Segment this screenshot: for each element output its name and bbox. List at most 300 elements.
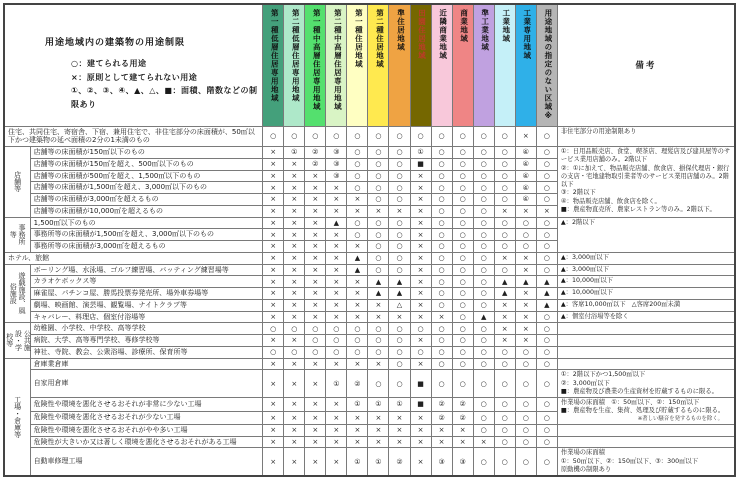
use-cell-r5-c11: ○: [473, 182, 494, 194]
district-header-5: [347, 4, 368, 126]
use-cell-r19-c2: ○: [284, 346, 305, 358]
use-cell-r17-c2: ○: [284, 323, 305, 335]
use-cell-r16-c6: ×: [368, 311, 389, 323]
use-cell-r6-c11: ○: [473, 194, 494, 206]
use-cell-r22-c14: ○: [536, 398, 557, 411]
use-cell-r25-c3: ×: [305, 436, 326, 448]
page-title: 用途地域内の建築物の用途制限: [45, 38, 186, 48]
use-cell-r23-c6: ×: [368, 411, 389, 424]
use-cell-r22-c7: ①: [389, 398, 410, 411]
use-cell-r1-c1: ○: [263, 126, 284, 147]
use-cell-r12-c1: ×: [263, 264, 284, 276]
remark-line: 非住宅部分の用途制限あり: [560, 127, 637, 135]
use-cell-r11-c9: ○: [431, 252, 452, 264]
district-name: 近隣商業地域: [438, 9, 448, 60]
use-cell-r26-c5: ①: [347, 448, 368, 476]
use-cell-r11-c6: ○: [368, 252, 389, 264]
use-cell-r7-c13: ×: [515, 205, 536, 217]
use-cell-r17-c6: ○: [368, 323, 389, 335]
use-cell-r12-c7: ○: [389, 264, 410, 276]
remark-line: ②：3,000㎡以下: [560, 379, 610, 387]
use-cell-r20-c2: ×: [284, 358, 305, 370]
use-cell-r7-c8: ×: [410, 205, 431, 217]
use-cell-r26-c6: ①: [368, 448, 389, 476]
use-cell-r2-c5: ○: [347, 147, 368, 159]
use-cell-r11-c2: ×: [284, 252, 305, 264]
use-cell-r25-c9: ×: [431, 436, 452, 448]
use-cell-r11-c12: ×: [494, 252, 515, 264]
use-cell-r1-c9: ○: [431, 126, 452, 147]
use-cell-r9-c1: ×: [263, 229, 284, 241]
use-cell-r7-c7: ×: [389, 205, 410, 217]
use-cell-r6-c8: ×: [410, 194, 431, 206]
use-cell-r19-c13: ○: [515, 346, 536, 358]
row-label: 自動車修理工場: [30, 448, 263, 476]
use-cell-r9-c10: ○: [452, 229, 473, 241]
remark-line: ▲：3,000㎡以下: [560, 253, 609, 261]
use-cell-r8-c9: ○: [431, 217, 452, 229]
use-cell-r10-c1: ×: [263, 241, 284, 253]
district-header-7: [389, 4, 410, 126]
use-cell-r16-c11: ▲: [473, 311, 494, 323]
use-cell-r13-c13: ▲: [515, 276, 536, 288]
use-cell-r4-c3: ×: [305, 170, 326, 182]
use-cell-r6-c10: ○: [452, 194, 473, 206]
use-cell-r22-c8: ■: [410, 398, 431, 411]
use-cell-r21-c2: ×: [284, 370, 305, 398]
use-cell-r5-c12: ○: [494, 182, 515, 194]
use-cell-r10-c5: ×: [347, 241, 368, 253]
use-cell-r6-c12: ○: [494, 194, 515, 206]
use-cell-r9-c8: ×: [410, 229, 431, 241]
use-cell-r10-c12: ○: [494, 241, 515, 253]
use-cell-r11-c13: ×: [515, 252, 536, 264]
use-cell-r21-c6: ○: [368, 370, 389, 398]
use-cell-r13-c11: ○: [473, 276, 494, 288]
remark-line: ■：農産物直売所、農家レストラン等のみ。2階以下。: [560, 206, 716, 214]
use-cell-r5-c7: ○: [389, 182, 410, 194]
use-cell-r21-c8: ■: [410, 370, 431, 398]
use-cell-r11-c7: ○: [389, 252, 410, 264]
use-cell-r13-c4: ×: [326, 276, 347, 288]
use-cell-r5-c9: ○: [431, 182, 452, 194]
use-cell-r24-c11: ○: [473, 424, 494, 436]
use-cell-r23-c11: ○: [473, 411, 494, 424]
use-cell-r2-c10: ○: [452, 147, 473, 159]
use-cell-r23-c8: ×: [410, 411, 431, 424]
use-cell-r10-c14: ○: [536, 241, 557, 253]
use-cell-r20-c10: ○: [452, 358, 473, 370]
use-cell-r23-c7: ×: [389, 411, 410, 424]
row-label: 店舗等の床面積が150㎡以下のもの: [30, 147, 263, 159]
use-cell-r15-c8: ×: [410, 299, 431, 311]
use-cell-r2-c9: ○: [431, 147, 452, 159]
row-label: 1,500㎡以下のもの: [30, 217, 263, 229]
use-cell-r1-c13: ×: [515, 126, 536, 147]
use-cell-r17-c11: ○: [473, 323, 494, 335]
use-cell-r3-c7: ○: [389, 158, 410, 170]
district-name: 用途地域の指定のない区域※: [543, 9, 553, 121]
use-cell-r26-c10: ③: [452, 448, 473, 476]
group-label: 工場・倉庫等: [13, 395, 22, 438]
use-cell-r24-c3: ×: [305, 424, 326, 436]
use-cell-r24-c4: ×: [326, 424, 347, 436]
use-cell-r3-c10: ○: [452, 158, 473, 170]
use-cell-r21-c5: ②: [347, 370, 368, 398]
use-cell-r8-c14: ○: [536, 217, 557, 229]
use-cell-r7-c10: ○: [452, 205, 473, 217]
use-cell-r14-c2: ×: [284, 288, 305, 300]
remark-cell: [557, 398, 735, 425]
use-cell-r13-c9: ○: [431, 276, 452, 288]
use-cell-r5-c14: ○: [536, 182, 557, 194]
use-cell-r15-c6: ×: [368, 299, 389, 311]
use-cell-r25-c6: ×: [368, 436, 389, 448]
remark-line: ▲：10,000㎡以下: [560, 277, 613, 285]
remark-line: ①：2階以下かつ1,500㎡以下: [560, 371, 646, 379]
use-cell-r20-c4: ×: [326, 358, 347, 370]
use-cell-r26-c4: ×: [326, 448, 347, 476]
use-cell-r7-c6: ×: [368, 205, 389, 217]
use-cell-r17-c10: ○: [452, 323, 473, 335]
use-cell-r26-c2: ×: [284, 448, 305, 476]
use-cell-r10-c3: ×: [305, 241, 326, 253]
use-cell-r16-c12: ×: [494, 311, 515, 323]
use-cell-r22-c5: ①: [347, 398, 368, 411]
use-cell-r11-c4: ×: [326, 252, 347, 264]
use-cell-r21-c12: ○: [494, 370, 515, 398]
use-cell-r18-c3: ○: [305, 335, 326, 347]
group-label: 遊戯施設、風俗施設: [9, 272, 27, 315]
district-header-13: [515, 4, 536, 126]
remark-cell: [557, 252, 735, 264]
row-label: 麻雀屋、パチンコ屋、勝馬投票券発売所、場外車券場等: [30, 288, 263, 300]
use-cell-r26-c12: ○: [494, 448, 515, 476]
use-cell-r2-c7: ○: [389, 147, 410, 159]
district-header-12: [494, 4, 515, 126]
use-cell-r4-c14: ○: [536, 170, 557, 182]
use-cell-r18-c6: ○: [368, 335, 389, 347]
use-cell-r4-c8: ×: [410, 170, 431, 182]
use-cell-r9-c5: ○: [347, 229, 368, 241]
use-cell-r12-c8: ×: [410, 264, 431, 276]
use-cell-r26-c13: ○: [515, 448, 536, 476]
use-cell-r4-c1: ×: [263, 170, 284, 182]
use-cell-r10-c11: ○: [473, 241, 494, 253]
use-cell-r20-c14: ○: [536, 358, 557, 370]
table-row: [4, 398, 735, 411]
use-cell-r13-c12: ▲: [494, 276, 515, 288]
use-cell-r6-c1: ×: [263, 194, 284, 206]
use-cell-r1-c7: ○: [389, 126, 410, 147]
table-row: [4, 346, 735, 358]
use-cell-r18-c12: ×: [494, 335, 515, 347]
use-cell-r12-c3: ×: [305, 264, 326, 276]
use-cell-r22-c2: ×: [284, 398, 305, 411]
use-cell-r8-c11: ○: [473, 217, 494, 229]
use-cell-r25-c11: ×: [473, 436, 494, 448]
use-cell-r9-c7: ○: [389, 229, 410, 241]
use-cell-r15-c4: ×: [326, 299, 347, 311]
use-cell-r21-c9: ○: [431, 370, 452, 398]
use-cell-r24-c10: ×: [452, 424, 473, 436]
use-cell-r16-c7: ×: [389, 311, 410, 323]
table-row: [4, 358, 735, 370]
use-cell-r1-c2: ○: [284, 126, 305, 147]
use-cell-r23-c10: ②: [452, 411, 473, 424]
remark-line: 作業場の床面積: [560, 449, 605, 457]
use-cell-r25-c10: ×: [452, 436, 473, 448]
remark-line: ■：農産物及び農業の生産資材を貯蔵するものに限る。: [560, 387, 718, 395]
use-cell-r16-c2: ×: [284, 311, 305, 323]
district-name: 第一種住居地域: [354, 9, 364, 69]
use-cell-r14-c1: ×: [263, 288, 284, 300]
use-cell-r9-c6: ○: [368, 229, 389, 241]
group-cell: [4, 217, 30, 252]
remark-line: ▲：10,000㎡以下: [560, 289, 613, 296]
legend-line-restricted: ①、②、③、④、▲、△、■：面積、階数などの制限あり: [71, 86, 258, 109]
header-row: [4, 4, 735, 126]
use-cell-r8-c2: ×: [284, 217, 305, 229]
district-name: 商業地域: [459, 9, 469, 43]
district-header-2: [284, 4, 305, 126]
district-header-8: [410, 4, 431, 126]
district-header-14: [536, 4, 557, 126]
remark-line: ▲：3,000㎡以下: [560, 265, 609, 273]
use-cell-r26-c3: ×: [305, 448, 326, 476]
use-cell-r14-c11: ○: [473, 288, 494, 300]
use-cell-r14-c4: ×: [326, 288, 347, 300]
row-label: 店舗等の床面積が3,000㎡を超えるもの: [30, 194, 263, 206]
row-label: 店舗等の床面積が500㎡を超え、1,500㎡以下のもの: [30, 170, 263, 182]
table-row: [4, 217, 735, 229]
remark-line: ▲：個室付浴場等を除く: [560, 312, 629, 320]
remark-cell: [557, 147, 735, 218]
use-cell-r16-c5: ×: [347, 311, 368, 323]
use-cell-r14-c7: ▲: [389, 288, 410, 300]
use-cell-r25-c1: ×: [263, 436, 284, 448]
use-cell-r8-c7: ○: [389, 217, 410, 229]
use-cell-r4-c13: ④: [515, 170, 536, 182]
district-name: 第二種中高層住居専用地域: [333, 9, 343, 111]
use-cell-r10-c4: ×: [326, 241, 347, 253]
use-cell-r19-c11: ○: [473, 346, 494, 358]
use-cell-r8-c6: ○: [368, 217, 389, 229]
use-cell-r19-c3: ○: [305, 346, 326, 358]
remark-line: ①：日用品販売店、食堂、喫茶店、理髪店及び建具屋等のサービス業用店舗のみ。2階以下: [560, 148, 731, 164]
table-row: [4, 264, 735, 276]
table-row: [4, 299, 735, 311]
use-cell-r18-c9: ○: [431, 335, 452, 347]
remark-line: 作業場の床面積 ①：50㎡以下、②：150㎡以下: [560, 399, 700, 407]
use-cell-r22-c13: ○: [515, 398, 536, 411]
district-name: 工業地域: [501, 9, 511, 43]
use-cell-r15-c1: ×: [263, 299, 284, 311]
use-cell-r15-c12: ×: [494, 299, 515, 311]
group-cell: [4, 264, 30, 323]
use-cell-r8-c5: ○: [347, 217, 368, 229]
table-row: [4, 335, 735, 347]
use-cell-r5-c10: ○: [452, 182, 473, 194]
use-cell-r24-c9: ×: [431, 424, 452, 436]
use-cell-r6-c13: ④: [515, 194, 536, 206]
use-cell-r21-c4: ①: [326, 370, 347, 398]
use-cell-r6-c2: ×: [284, 194, 305, 206]
use-cell-r19-c7: ○: [389, 346, 410, 358]
use-cell-r4-c12: ○: [494, 170, 515, 182]
table-row: [4, 276, 735, 288]
use-cell-r3-c14: ○: [536, 158, 557, 170]
use-cell-r14-c8: ×: [410, 288, 431, 300]
use-cell-r14-c14: ▲: [536, 288, 557, 300]
group-label: 公共施設・学校等: [5, 329, 32, 351]
use-cell-r2-c4: ③: [326, 147, 347, 159]
use-cell-r26-c14: ○: [536, 448, 557, 476]
remark-line: ▲：2階以下: [560, 218, 595, 226]
use-cell-r5-c13: ④: [515, 182, 536, 194]
row-label: 事務所等の床面積が3,000㎡を超えるもの: [30, 241, 263, 253]
table-row: [4, 126, 735, 147]
use-cell-r15-c2: ×: [284, 299, 305, 311]
use-cell-r6-c6: ○: [368, 194, 389, 206]
use-cell-r2-c2: ①: [284, 147, 305, 159]
use-cell-r9-c11: ○: [473, 229, 494, 241]
group-label: 店舗等: [13, 171, 22, 193]
use-cell-r20-c7: ○: [389, 358, 410, 370]
use-cell-r20-c3: ×: [305, 358, 326, 370]
use-cell-r23-c14: ○: [536, 411, 557, 424]
remark-line: ④：物品販売店舗、飲食店を除く。: [560, 197, 661, 205]
remark-cell: [557, 276, 735, 288]
use-cell-r9-c12: ○: [494, 229, 515, 241]
use-cell-r15-c9: ○: [431, 299, 452, 311]
use-cell-r10-c8: ×: [410, 241, 431, 253]
use-cell-r23-c3: ×: [305, 411, 326, 424]
table-row: [4, 424, 735, 436]
use-cell-r25-c8: ×: [410, 436, 431, 448]
row-label: 店舗等の床面積が1,500㎡を超え、3,000㎡以下のもの: [30, 182, 263, 194]
group-cell: [4, 358, 30, 476]
use-cell-r18-c11: ○: [473, 335, 494, 347]
remark-cell: [557, 436, 735, 448]
use-cell-r3-c5: ○: [347, 158, 368, 170]
use-cell-r19-c8: ○: [410, 346, 431, 358]
use-cell-r7-c11: ○: [473, 205, 494, 217]
use-cell-r3-c2: ×: [284, 158, 305, 170]
use-cell-r16-c8: ×: [410, 311, 431, 323]
use-cell-r5-c8: ×: [410, 182, 431, 194]
remark-cell: [557, 299, 735, 311]
table-row: [4, 311, 735, 323]
use-cell-r21-c1: ×: [263, 370, 284, 398]
use-cell-r16-c13: ×: [515, 311, 536, 323]
group-cell: [4, 147, 30, 218]
use-cell-r13-c8: ×: [410, 276, 431, 288]
use-cell-r25-c12: ○: [494, 436, 515, 448]
district-header-6: [368, 4, 389, 126]
use-cell-r22-c9: ②: [431, 398, 452, 411]
use-cell-r13-c5: ×: [347, 276, 368, 288]
use-cell-r8-c13: ○: [515, 217, 536, 229]
district-header-9: [431, 4, 452, 126]
use-cell-r16-c3: ×: [305, 311, 326, 323]
use-cell-r18-c2: ×: [284, 335, 305, 347]
table-row: [4, 252, 735, 264]
district-header-11: [473, 4, 494, 126]
row-label: 店舗等の床面積が10,000㎡を超えるもの: [30, 205, 263, 217]
remark-cell: [557, 424, 735, 436]
use-cell-r23-c13: ○: [515, 411, 536, 424]
use-cell-r15-c13: ×: [515, 299, 536, 311]
use-cell-r16-c10: ○: [452, 311, 473, 323]
use-cell-r6-c9: ○: [431, 194, 452, 206]
use-cell-r16-c1: ×: [263, 311, 284, 323]
use-cell-r3-c4: ③: [326, 158, 347, 170]
use-cell-r4-c4: ③: [326, 170, 347, 182]
remark-line: ②：①に加えて、物品販売店舗、飲食店、損保代理店・銀行の支店・宅地建物取引業者等のサービス業用店舗のみ。2階以下: [560, 164, 730, 189]
use-cell-r9-c2: ×: [284, 229, 305, 241]
use-cell-r5-c2: ×: [284, 182, 305, 194]
use-cell-r20-c9: ○: [431, 358, 452, 370]
use-cell-r9-c4: ×: [326, 229, 347, 241]
remark-line: ①：50㎡以下、②：150㎡以下、③：300㎡以下: [560, 457, 698, 465]
use-cell-r11-c1: ×: [263, 252, 284, 264]
use-cell-r1-c3: ○: [305, 126, 326, 147]
use-cell-r12-c12: ○: [494, 264, 515, 276]
use-cell-r2-c13: ④: [515, 147, 536, 159]
use-cell-r11-c8: ×: [410, 252, 431, 264]
table-body: [4, 126, 735, 476]
table-row: [4, 448, 735, 476]
district-name: 準住居地域: [396, 9, 406, 52]
use-cell-r9-c3: ×: [305, 229, 326, 241]
district-name: 第一種中高層住居専用地域: [312, 9, 322, 111]
legend-line-allowed: ○：建てられる用途: [71, 59, 147, 68]
use-cell-r22-c12: ○: [494, 398, 515, 411]
use-cell-r21-c13: ○: [515, 370, 536, 398]
use-cell-r20-c1: ×: [263, 358, 284, 370]
use-cell-r4-c7: ○: [389, 170, 410, 182]
district-name: 第二種低層住居専用地域: [291, 9, 301, 103]
remark-cell: [557, 370, 735, 398]
use-cell-r10-c9: ○: [431, 241, 452, 253]
use-cell-r23-c1: ×: [263, 411, 284, 424]
use-cell-r12-c6: ○: [368, 264, 389, 276]
table-row: [4, 436, 735, 448]
use-cell-r7-c9: ○: [431, 205, 452, 217]
row-label: 危険性や環境を悪化させるおそれが非常に少ない工場: [30, 398, 263, 411]
use-cell-r22-c3: ×: [305, 398, 326, 411]
use-cell-r20-c12: ○: [494, 358, 515, 370]
use-cell-r6-c5: ×: [347, 194, 368, 206]
use-cell-r25-c14: ○: [536, 436, 557, 448]
use-cell-r2-c14: ○: [536, 147, 557, 159]
use-cell-r3-c13: ④: [515, 158, 536, 170]
use-cell-r10-c10: ○: [452, 241, 473, 253]
use-cell-r23-c5: ×: [347, 411, 368, 424]
use-cell-r7-c3: ×: [305, 205, 326, 217]
use-cell-r25-c2: ×: [284, 436, 305, 448]
use-cell-r14-c10: ○: [452, 288, 473, 300]
remark-cell: [557, 311, 735, 323]
use-cell-r13-c10: ○: [452, 276, 473, 288]
district-header-1: [263, 4, 284, 126]
use-cell-r1-c8: ○: [410, 126, 431, 147]
remarks-header-label: 備考: [635, 61, 657, 72]
district-name: 第二種住居地域: [375, 9, 385, 69]
use-cell-r24-c14: ○: [536, 424, 557, 436]
use-cell-r21-c7: ○: [389, 370, 410, 398]
